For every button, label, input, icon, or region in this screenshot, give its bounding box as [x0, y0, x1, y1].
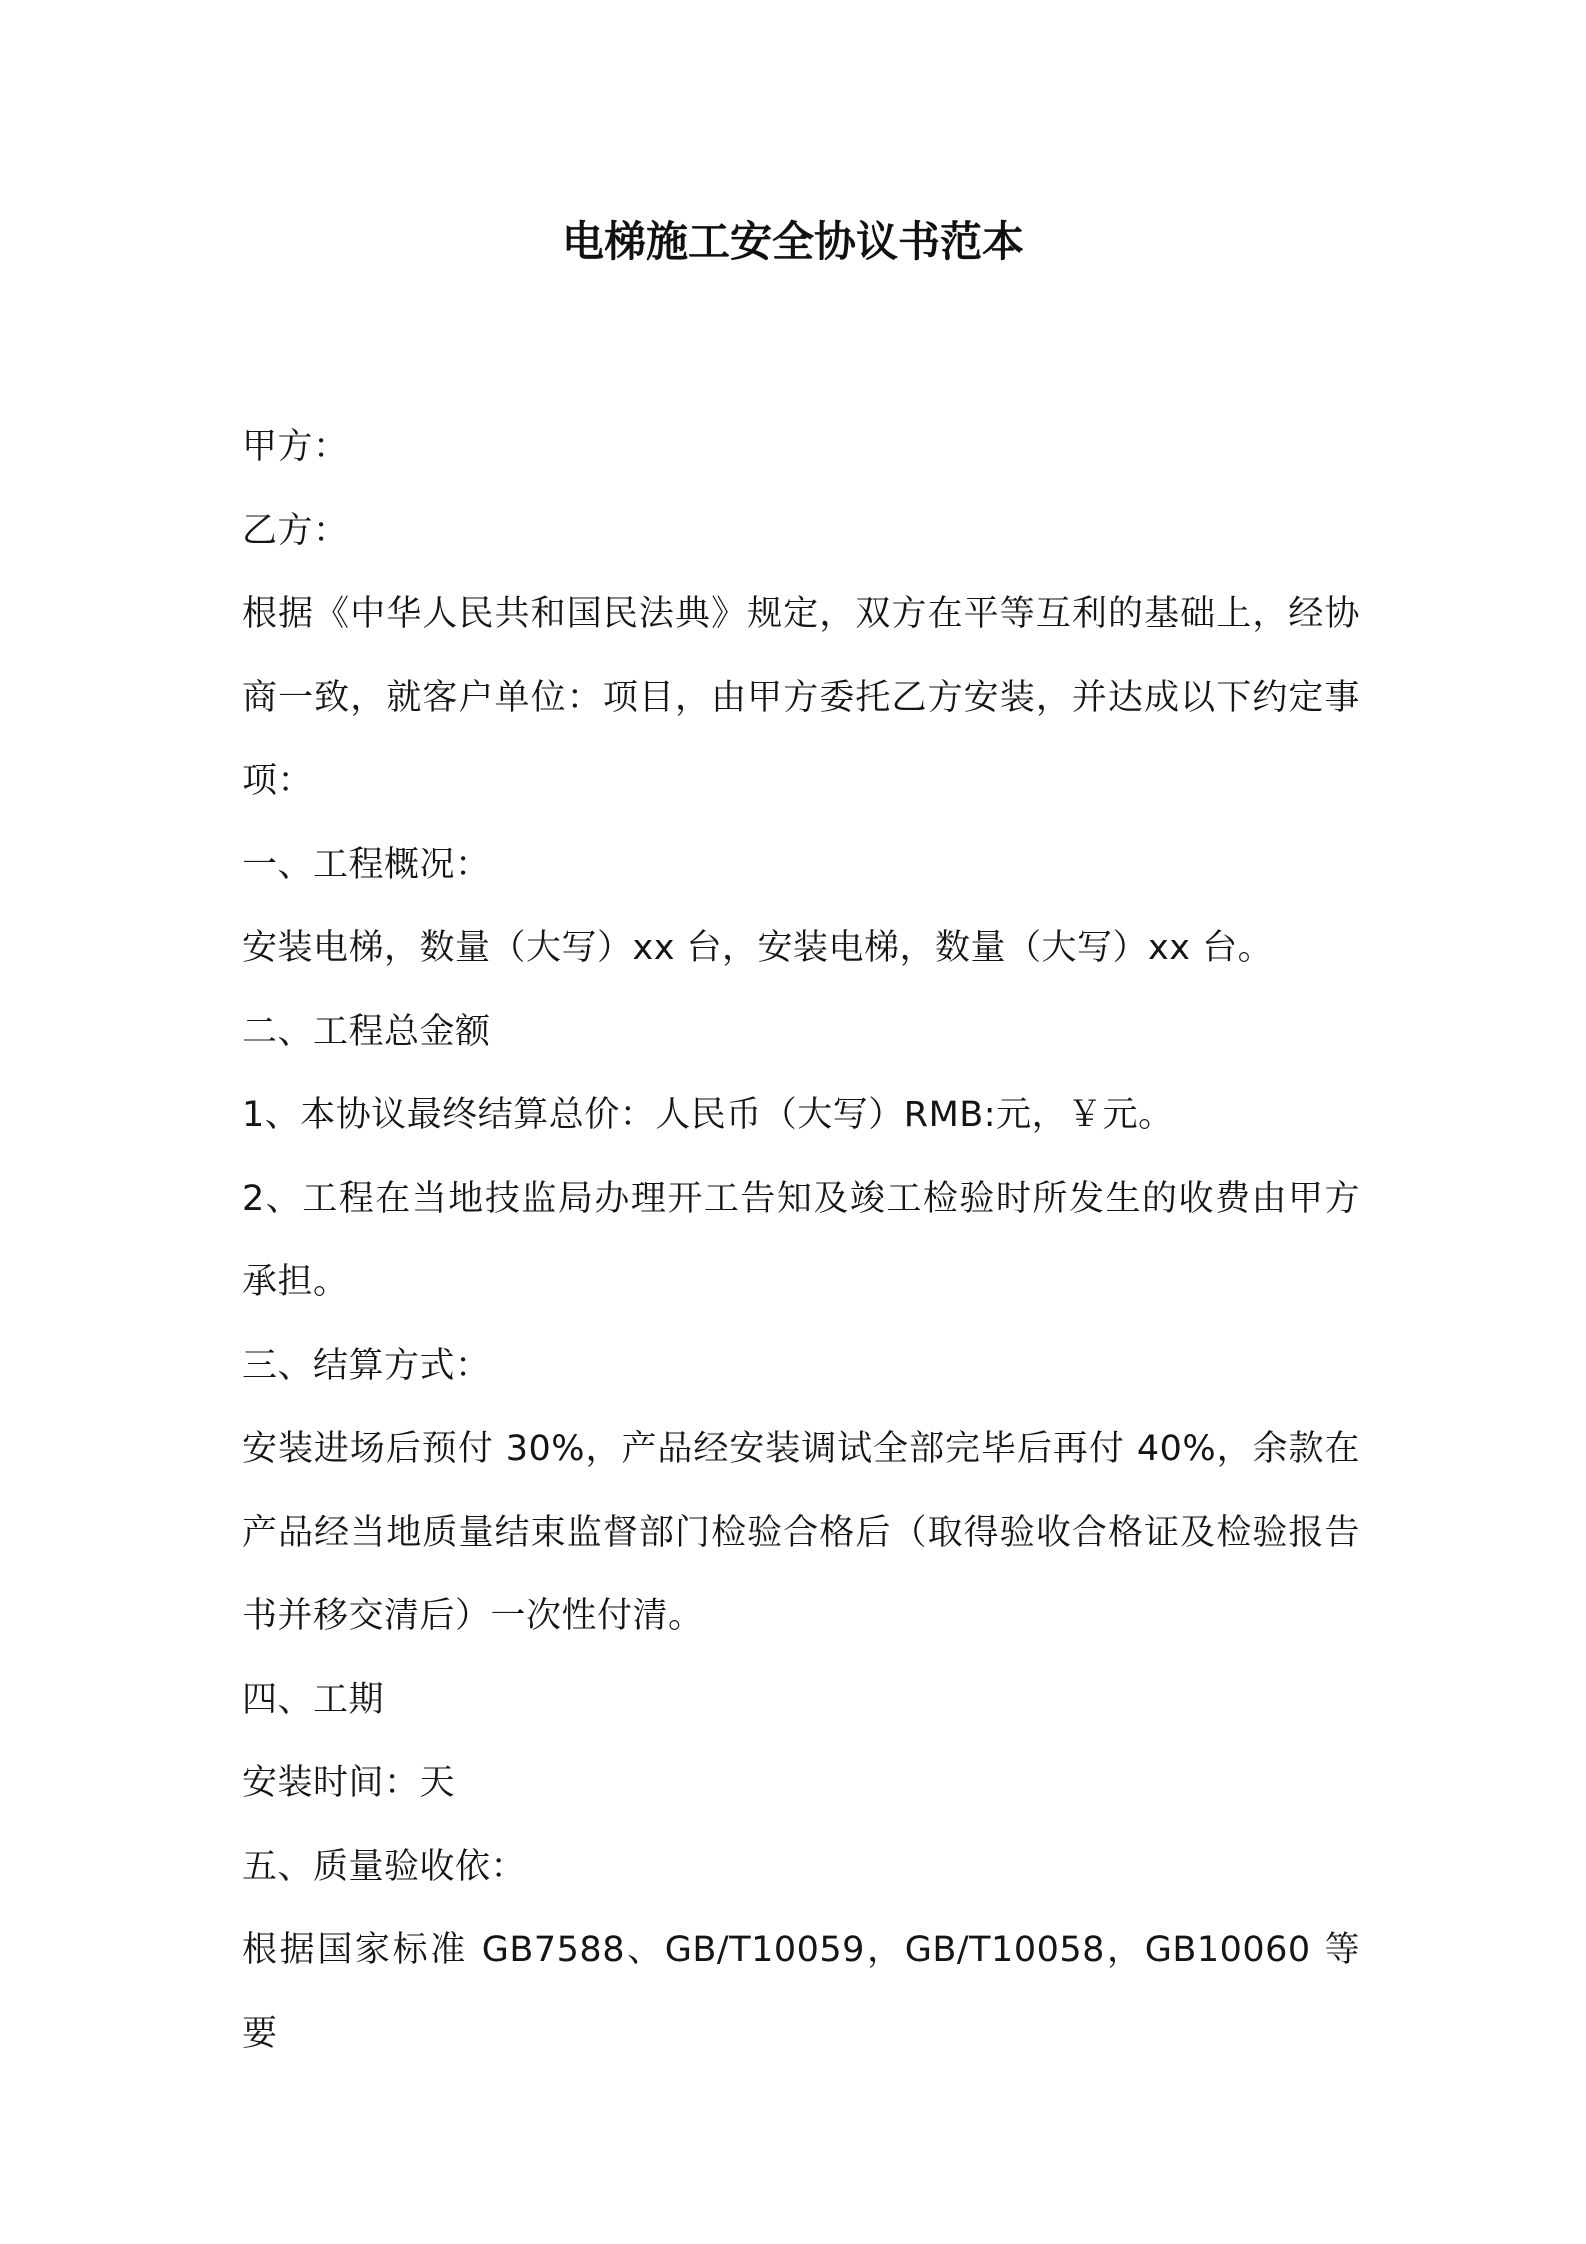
preamble-paragraph: 根据《中华人民共和国民法典》规定，双方在平等互利的基础上，经协商一致，就客户单位：项目，由甲方委托乙方安装，并达成以下约定事项：	[242, 594, 1360, 801]
party-a-line: 甲方：	[242, 427, 349, 467]
installation-time-line: 安装时间：天	[242, 1763, 456, 1803]
total-amount-item-2: 2、工程在当地技监局办理开工告知及竣工检验时所发生的收费由甲方承担。	[242, 1178, 1360, 1302]
quality-standards-text: 根据国家标准 GB7588、GB/T10059，GB/T10058，GB10060 等要	[242, 1930, 1360, 2054]
document-body	[242, 406, 1360, 2076]
section-heading-total-amount: 二、工程总金额	[242, 1011, 491, 1052]
section-heading-schedule: 四、工期	[242, 1679, 385, 1720]
section-heading-quality-acceptance: 五、质量验收依：	[242, 1846, 527, 1887]
document-title: 电梯施工安全协议书范本	[561, 217, 1024, 266]
section-heading-project-overview: 一、工程概况：	[242, 844, 491, 885]
settlement-text: 安装进场后预付 30%，产品经安装调试全部完毕后再付 40%，余款在产品经当地质量结束监督部门检验合格后（取得验收合格证及检验报告书并移交清后）一次性付清。	[242, 1429, 1360, 1636]
total-amount-item-1: 1、本协议最终结算总价：人民币（大写）RMB:元，￥元。	[242, 1095, 1174, 1135]
project-overview-text: 安装电梯，数量（大写）xx 台，安装电梯，数量（大写）xx 台。	[242, 928, 1274, 968]
party-b-line: 乙方：	[242, 510, 349, 551]
section-heading-settlement: 三、结算方式：	[242, 1345, 491, 1386]
